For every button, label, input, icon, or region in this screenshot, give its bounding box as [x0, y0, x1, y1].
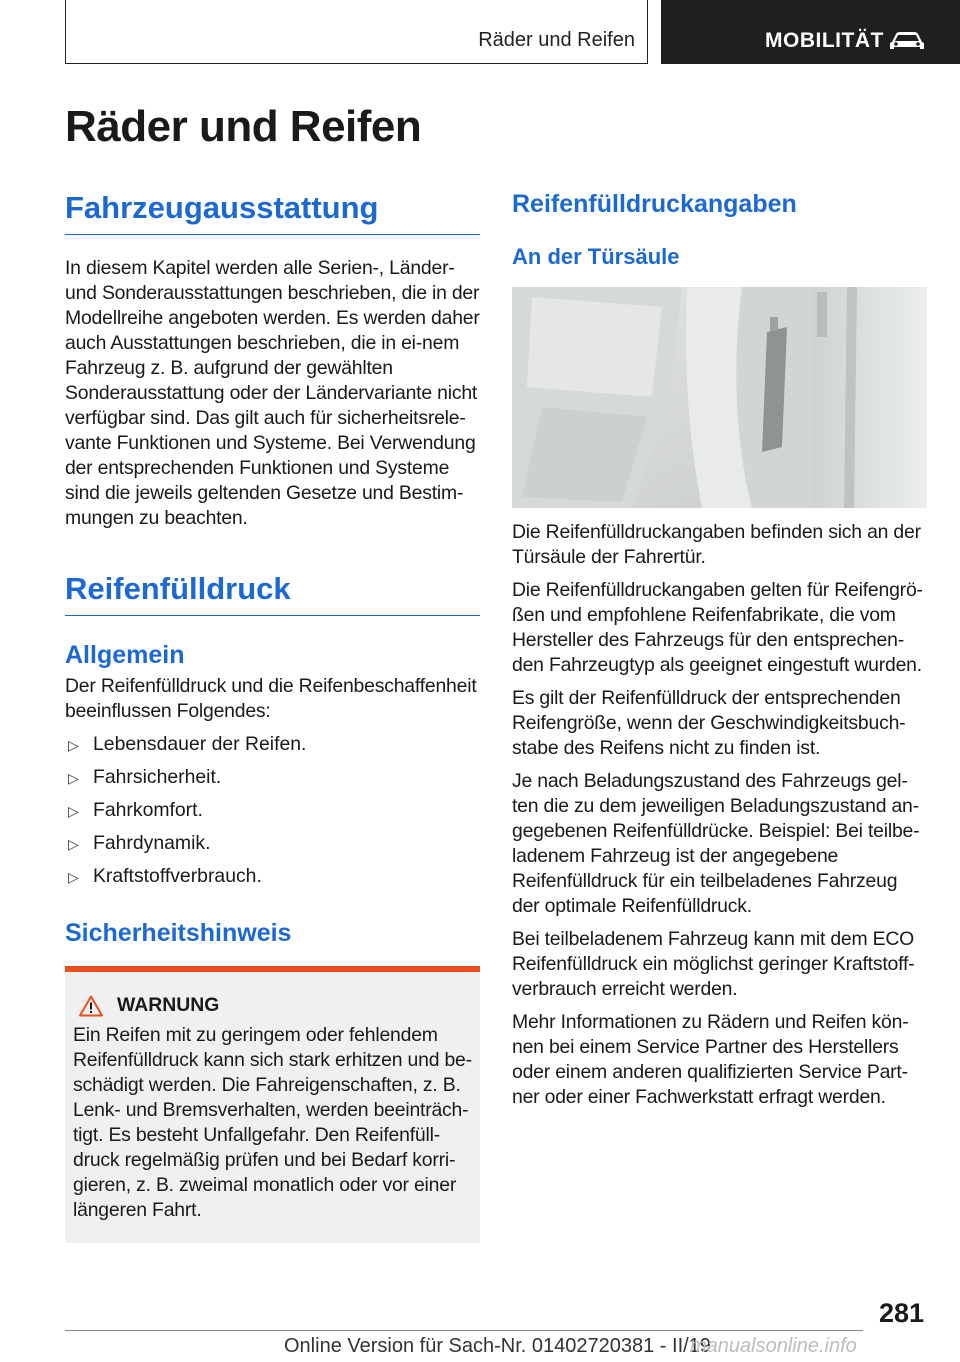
- paragraph: Mehr Informationen zu Rädern und Reifen kön-nen bei einem Service Partner des Herstellers oder einem anderen qualifizierten Service Part-ner oder einer Fachwerkstatt erfragt werden.: [512, 1011, 909, 1108]
- header-section-title: Räder und Reifen: [478, 29, 635, 51]
- paragraph: Bei teilbeladenem Fahrzeug kann mit dem ECO Reifenfülldruck ein möglichst geringer Kraftstoff-verbrauch erreicht werden.: [512, 928, 915, 1000]
- ausstattung-heading: Fahrzeugausstattung: [65, 190, 379, 225]
- footer-divider: [65, 1330, 863, 1331]
- list-item: ▷ Kraftstoffverbrauch.: [65, 864, 480, 889]
- sicherheit-heading: Sicherheitshinweis: [65, 919, 292, 947]
- paragraph: Es gilt der Reifenfülldruck der entsprechenden Reifengröße, wenn der Geschwindigkeitsbuch-stabe des Reifens nicht zu finden ist.: [512, 687, 906, 759]
- influence-list: [65, 732, 480, 889]
- angaben-heading: Reifenfülldruckangaben: [512, 190, 797, 218]
- triangle-bullet-icon: ▷: [68, 803, 79, 819]
- tuersaeule-heading: An der Türsäule: [512, 244, 680, 269]
- triangle-bullet-icon: ▷: [68, 737, 79, 753]
- triangle-bullet-icon: ▷: [68, 869, 79, 885]
- warning-label: WARNUNG: [117, 994, 220, 1016]
- right-column: [512, 190, 927, 1110]
- warning-icon: [79, 995, 103, 1017]
- triangle-bullet-icon: ▷: [68, 770, 79, 786]
- paragraph: Je nach Beladungszustand des Fahrzeugs gel-ten die zu dem jeweiligen Beladungszustand an-gegebenen Reifenfülldrücke. Beispiel: Bei teilbe-ladenem Fahrzeug ist der angegebene Reifenfülldruck für ein teilbeladenes Fahrzeug der optimale Reifenfülldruck.: [512, 770, 920, 917]
- page-title: Räder und Reifen: [65, 102, 422, 151]
- triangle-bullet-icon: ▷: [68, 836, 79, 852]
- list-item: ▷ Lebensdauer der Reifen.: [65, 732, 480, 757]
- left-column: [65, 190, 480, 1243]
- footer-watermark: manualsonline.info: [690, 1335, 857, 1357]
- list-item: ▷ Fahrkomfort.: [65, 798, 480, 823]
- ausstattung-text: In diesem Kapitel werden alle Serien-, Länder- und Sonderausstattungen beschrieben, die in der Modellreihe angeboten werden. Es werden daher auch Ausstattungen beschrieben, die in ei-nem Fahrzeug z. B. aufgrund der gewählten Sonderausstattung oder der Ländervariante nicht verfügbar sind. Das gilt auch für sicherheitsrele-vante Funktionen und Systeme. Bei Verwendung der entsprechenden Funktionen und Systeme sind die jeweils geltenden Gesetze und Bestim-mungen zu beachten.: [65, 257, 480, 529]
- header-section-tab: [65, 0, 648, 64]
- fuelldruck-heading-block: [65, 571, 480, 616]
- warning-header: [73, 994, 472, 1017]
- door-pillar-illustration: [512, 287, 927, 508]
- header-chapter-title: MOBILITÄT: [765, 29, 884, 52]
- car-icon: [887, 28, 927, 52]
- allgemein-heading: Allgemein: [65, 641, 185, 669]
- footer-online-version: Online Version für Sach-Nr. 01402720381 - II/19: [284, 1335, 711, 1357]
- header-chapter-tab: [661, 0, 960, 64]
- list-item: ▷ Fahrdynamik.: [65, 831, 480, 856]
- list-item: ▷ Fahrsicherheit.: [65, 765, 480, 790]
- paragraph: Die Reifenfülldruckangaben befinden sich an der Türsäule der Fahrertür.: [512, 521, 921, 568]
- warning-text: Ein Reifen mit zu geringem oder fehlendem Reifenfülldruck kann sich stark erhitzen und be-schädigt werden. Die Fahreigenschaften, z. B. Lenk- und Bremsverhalten, werden beeinträch-tigt. Es besteht Unfallgefahr. Den Reifenfüll-druck regelmäßig prüfen und bei Bedarf korri-gieren, z. B. zweimal monatlich oder vor einer längeren Fahrt.: [73, 1024, 472, 1221]
- fuelldruck-heading: Reifenfülldruck: [65, 571, 291, 606]
- door-pillar-photo: [512, 287, 927, 508]
- page-number: 281: [878, 1298, 924, 1328]
- paragraph: Die Reifenfülldruckangaben gelten für Reifengrö-ßen und empfohlene Reifenfabrikate, die vom Hersteller des Fahrzeugs für den entsprechen-den Fahrzeugtyp als geeignet eingestuft wurden.: [512, 579, 923, 676]
- ausstattung-heading-block: [65, 190, 480, 235]
- warning-box: [65, 966, 480, 1243]
- allgemein-text: Der Reifenfülldruck und die Reifenbeschaffenheit beeinflussen Folgendes:: [65, 675, 477, 722]
